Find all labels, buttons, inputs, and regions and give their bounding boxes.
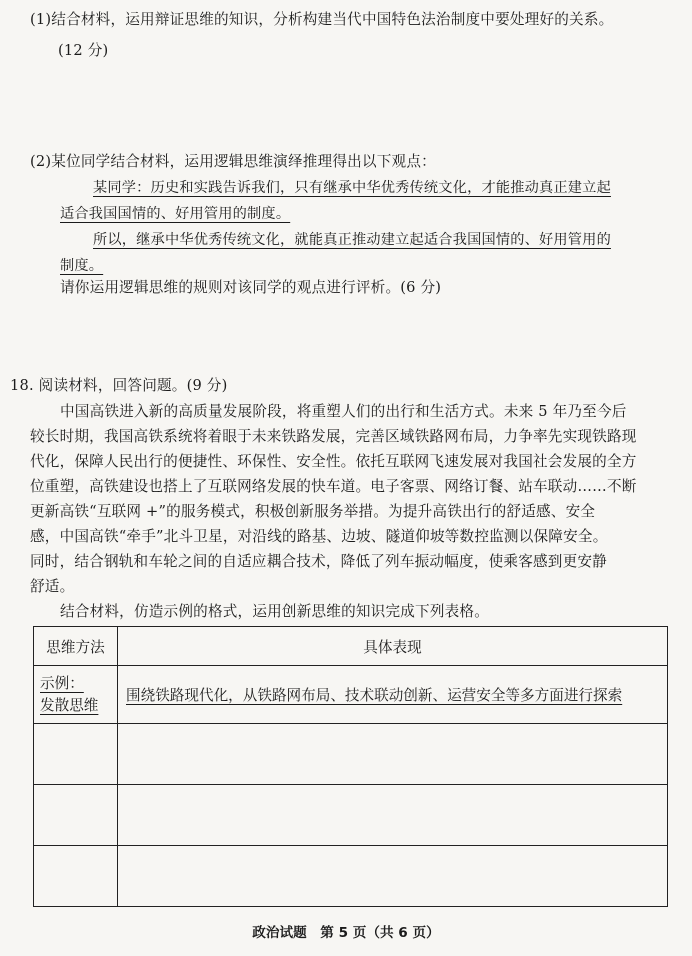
table-row: [34, 846, 668, 907]
example-content: 围绕铁路现代化，从铁路网布局、技术联动创新、运营安全等多方面进行探索: [126, 687, 623, 704]
answer-cell-method[interactable]: [34, 846, 118, 907]
header-concrete-manifestation: 具体表现: [118, 627, 668, 666]
material-line: 同时，结合钢轨和车轮之间的自适应耦合技术，降低了列车振动幅度，使乘客感到更安静: [30, 553, 607, 570]
material-line: 较长时期，我国高铁系统将着眼于未来铁路发展，完善区域铁路网布局，力争率先实现铁路现: [30, 428, 637, 445]
answer-cell-manifestation[interactable]: [118, 846, 668, 907]
material-line: 中国高铁进入新的高质量发展阶段，将重塑人们的出行和生活方式。未来 5 年乃至今后: [60, 403, 627, 420]
answer-cell-method[interactable]: [34, 785, 118, 846]
q17-part1-score: (12 分): [58, 42, 109, 59]
conclusion-line-1: 所以，继承中华优秀传统文化，就能真正推动建立起适合我国国情的、好用管用的: [93, 232, 611, 248]
table-header-row: [34, 627, 668, 666]
answer-cell-manifestation[interactable]: [118, 785, 668, 846]
material-line: 感，中国高铁“牵手”北斗卫星，对沿线的路基、边坡、隧道仰坡等数控监测以保障安全。: [30, 528, 608, 545]
view-line-1: 某同学：历史和实践告诉我们，只有继承中华优秀传统文化，才能推动真正建立起: [93, 180, 611, 196]
example-label-method: 发散思维: [40, 696, 99, 714]
answer-table: [33, 626, 668, 907]
conclusion-line-2: 制度。: [60, 258, 104, 274]
material-line: 位重塑，高铁建设也搭上了互联网络发展的快车道。电子客票、网络订餐、站车联动……不断: [30, 478, 637, 495]
table-row-example: [34, 666, 668, 724]
q18-heading: 18. 阅读材料，回答问题。(9 分): [10, 377, 228, 394]
material-line: 代化，保障人民出行的便捷性、环保性、安全性。依托互联网飞速发展对我国社会发展的全方: [30, 453, 637, 470]
page-footer: 政治试题 第 5 页（共 6 页）: [252, 925, 440, 941]
material-line: 舒适。: [30, 578, 75, 595]
answer-cell-method[interactable]: [34, 724, 118, 785]
table-row: [34, 724, 668, 785]
view-line-2: 适合我国国情的、好用管用的制度。: [60, 206, 291, 222]
q18-instruction: 结合材料，仿造示例的格式，运用创新思维的知识完成下列表格。: [60, 603, 490, 620]
material-line: 更新高铁“互联网 +”的服务模式，积极创新服务举措。为提升高铁出行的舒适感、安全: [30, 503, 596, 520]
answer-cell-manifestation[interactable]: [118, 724, 668, 785]
example-label-cell: [34, 666, 118, 724]
example-content-cell: [118, 666, 668, 724]
table-row: [34, 785, 668, 846]
example-label-prefix: 示例：: [40, 674, 84, 692]
header-thinking-method: 思维方法: [34, 627, 118, 666]
q17-part1-line1: (1)结合材料，运用辩证思维的知识，分析构建当代中国特色法治制度中要处理好的关系。: [30, 11, 614, 28]
q17-part2-intro: (2)某位同学结合材料，运用逻辑思维演绎推理得出以下观点：: [30, 153, 436, 170]
q17-part2-task: 请你运用逻辑思维的规则对该同学的观点进行评析。(6 分): [60, 279, 442, 296]
